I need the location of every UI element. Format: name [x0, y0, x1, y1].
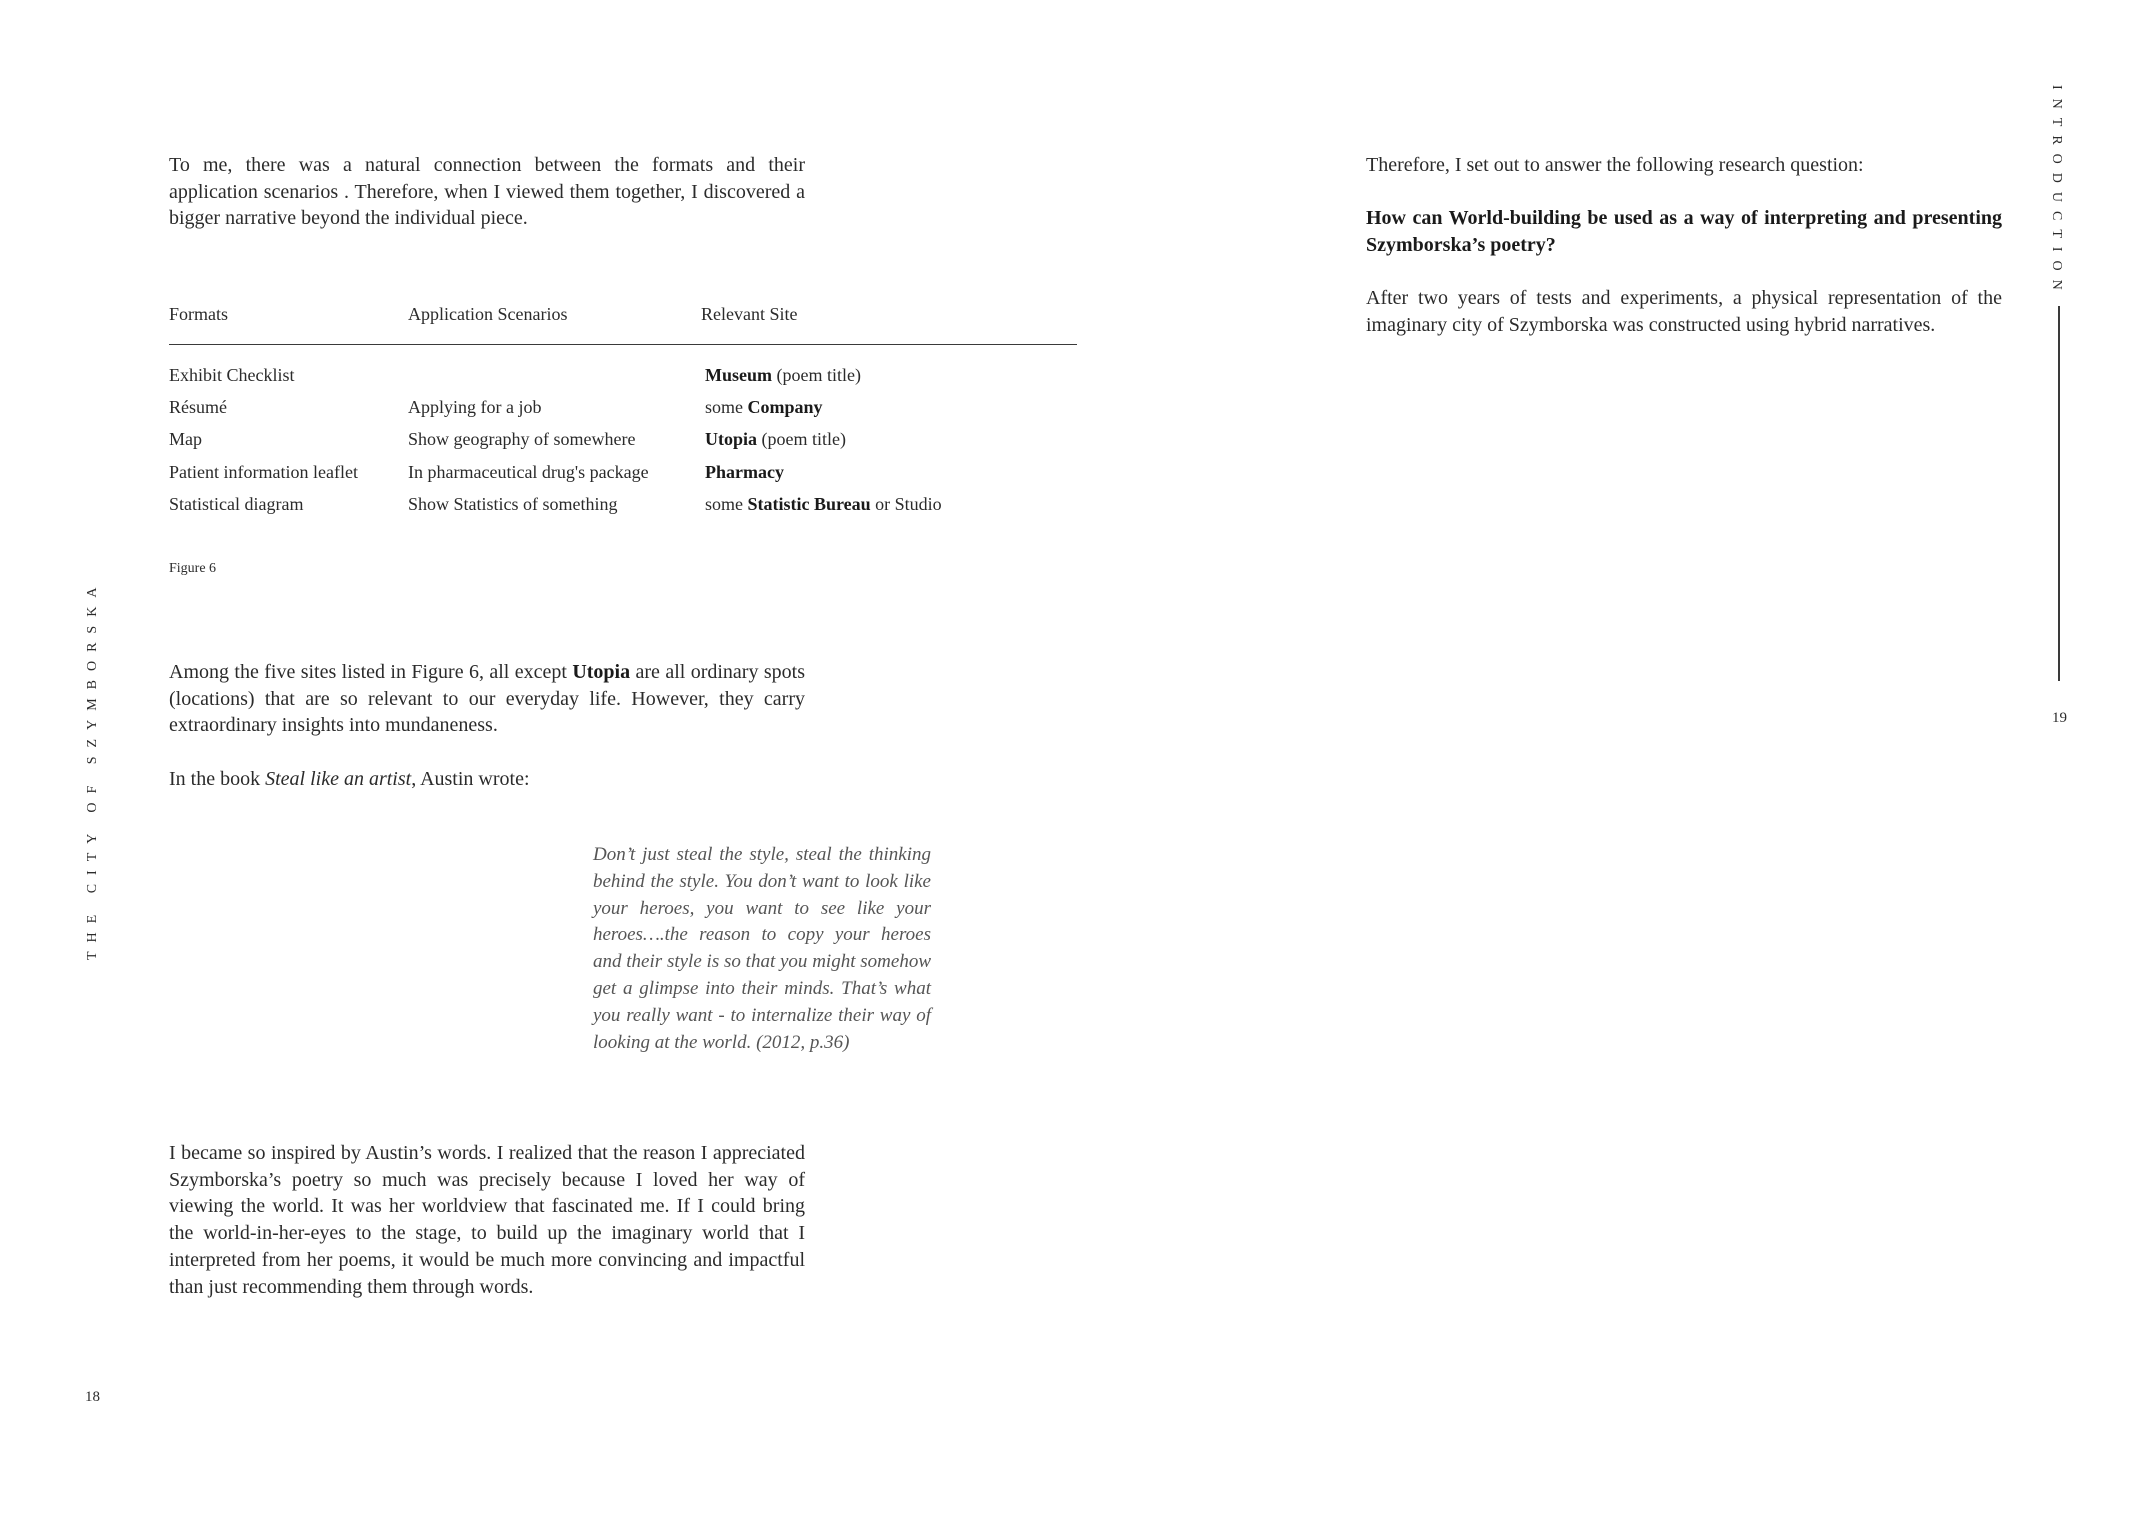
table-row [169, 460, 1077, 492]
site-name: Statistic Bureau [747, 493, 871, 514]
austin-quote: Don’t just steal the style, steal the thinking behind the style. You don’t want to look like your heroes, you want to see like your heroes….the reason to copy your heroes and their style is so that you might somehow get a glimpse into their minds. That’s what you really want - to internalize their way of looking at the world. (2012, p.36) [593, 844, 931, 1053]
cell-site [705, 363, 861, 387]
sites-paragraph [169, 659, 805, 739]
header-formats: Formats [169, 304, 229, 324]
cell-format: Map [169, 429, 202, 450]
table-body [169, 363, 1077, 524]
sites-text-bold: Utopia [572, 661, 631, 683]
table-row [169, 492, 1077, 524]
site-suffix: (poem title) [772, 365, 861, 385]
book-text-after: , Austin wrote: [411, 768, 530, 790]
site-name: Utopia [705, 429, 758, 450]
intro-paragraph: To me, there was a natural connection between the formats and their application scenarios . Therefore, when I viewed them together, I discovered a bigger narrative beyond the individual piece. [169, 154, 805, 230]
cell-scenario: In pharmaceutical drug's package [408, 461, 649, 482]
figure-caption: Figure 6 [169, 561, 217, 576]
sites-text-after: are all ordinary spots (locations) that are so relevant to our everyday life. However, they carry extraordinary insights into mundaneness. [169, 661, 805, 737]
header-relevant-site: Relevant Site [701, 304, 798, 324]
cell-site [705, 492, 942, 516]
cell-site [705, 427, 846, 451]
site-name: Pharmacy [705, 461, 784, 482]
book-paragraph [169, 766, 805, 793]
cell-format: Résumé [169, 397, 227, 418]
cell-format: Patient information leaflet [169, 461, 358, 482]
cell-site [705, 395, 823, 419]
table-row [169, 427, 1077, 459]
site-suffix: or Studio [870, 493, 942, 514]
running-head-right: INTRODUCTION [2049, 85, 2064, 299]
cell-scenario: Applying for a job [408, 397, 542, 418]
research-question: How can World-building be used as a way of interpreting and presenting Szymborska’s poetry? [1366, 207, 2002, 256]
page-number-left: 18 [85, 1389, 100, 1405]
cell-site [705, 460, 784, 484]
cell-scenario: Show Statistics of something [408, 493, 618, 514]
table-row [169, 395, 1077, 427]
therefore-paragraph: Therefore, I set out to answer the following research question: [1366, 154, 1864, 176]
book-title: Steal like an artist [265, 768, 412, 790]
inspired-paragraph: I became so inspired by Austin’s words. I realized that the reason I appreciated Szymborska’s poetry so much was precisely because I loved her way of viewing the world. It was her worldview that fascinated me. If I could bring the world-in-her-eyes to the stage, to build up the imaginary world that I interpreted from her poems, it would be much more convincing and impactful than just recommending them through words. [169, 1142, 805, 1298]
page-number-right: 19 [2052, 710, 2067, 726]
formats-table [169, 298, 1077, 524]
after-paragraph: After two years of tests and experiments, a physical representation of the imaginary city of Szymborska was constructed using hybrid narratives. [1366, 287, 2002, 336]
vertical-rule [2058, 306, 2060, 681]
table-row [169, 363, 1077, 395]
cell-format: Statistical diagram [169, 493, 304, 514]
site-name: Company [747, 397, 823, 418]
cell-scenario: Show geography of somewhere [408, 429, 636, 450]
site-suffix: (poem title) [757, 429, 846, 450]
cell-format: Exhibit Checklist [169, 365, 295, 385]
header-application-scenarios: Application Scenarios [408, 304, 568, 324]
site-prefix: some [705, 493, 748, 514]
book-text-before: In the book [169, 768, 266, 790]
site-name: Museum [705, 365, 772, 385]
sites-text-before: Among the five sites listed in Figure 6, all except [169, 661, 573, 683]
running-head-left: THE CITY OF SZYMBORSKA [85, 578, 100, 960]
table-header-row [169, 298, 1077, 345]
site-prefix: some [705, 397, 748, 418]
